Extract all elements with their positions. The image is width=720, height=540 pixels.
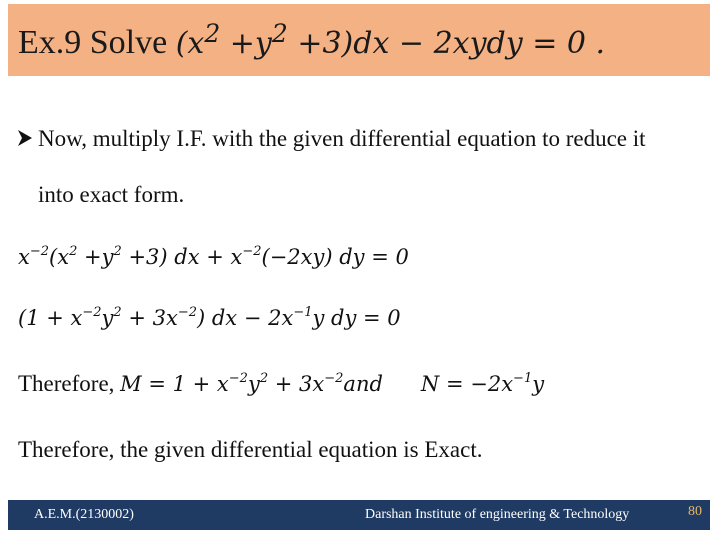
arrow-bullet-icon xyxy=(18,130,32,146)
bullet-text-line1: Now, multiply I.F. with the given differential equation to reduce it xyxy=(38,126,646,151)
n-expression: $N = -2x^{-1}y$ xyxy=(420,371,545,396)
therefore-label: Therefore, xyxy=(18,371,121,396)
slide-footer xyxy=(8,500,710,530)
page-number: 80 xyxy=(688,504,702,519)
slide-content xyxy=(18,110,708,483)
equation-1: $x^{-2}(x^2 +y^2 +3)$ dx + $x^{-2}(-2xy)$ dy = 0 xyxy=(18,244,409,269)
footer-course: A.E.M.(2130002) xyxy=(34,507,134,522)
footer-institute: Darshan Institute of engineering & Technology xyxy=(365,507,630,522)
bullet-point xyxy=(18,110,708,168)
title-equation: $(x^2 +y^2 +3)dx$ − 2xydy = 0 . xyxy=(175,18,606,61)
m-expression: $M = 1 + x^{-2}y^2 + 3x^{-2}and$ xyxy=(120,371,383,396)
bullet-text-line2: into exact form. xyxy=(38,182,185,207)
m-n-definition xyxy=(18,346,708,417)
conclusion-text: Therefore, the given differential equation is Exact. xyxy=(18,437,483,462)
title-prefix: Ex.9 Solve xyxy=(18,23,176,61)
slide-title-bar xyxy=(8,4,710,76)
equation-2: $(1 + x^{-2}y^2 + 3x^{-2})$ dx − $2x^{-1}y$ dy = 0 xyxy=(18,305,401,330)
slide-title xyxy=(18,19,605,62)
